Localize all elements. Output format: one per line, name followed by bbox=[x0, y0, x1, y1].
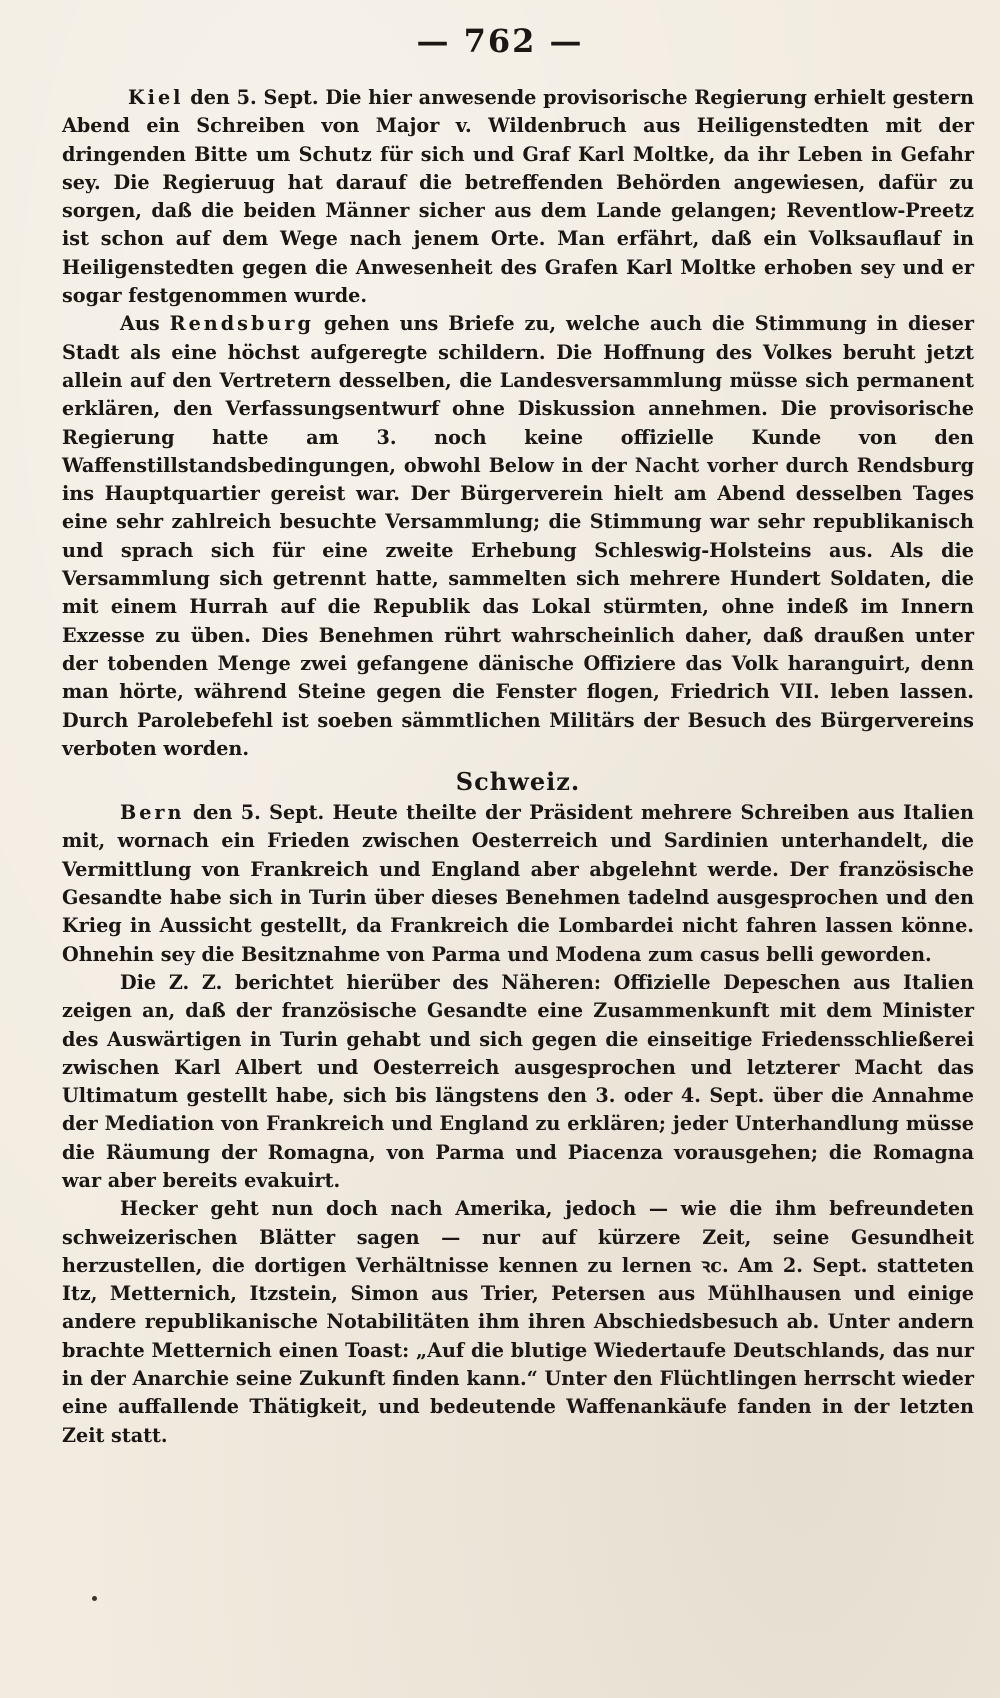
dateline-place: Rendsburg bbox=[169, 312, 314, 336]
dateline-place: Kiel bbox=[128, 86, 184, 109]
paragraph-text: Hecker geht nun doch nach Amerika, jedoch — wie die ihm befreundeten schweizerischen Blätter sagen — nur auf kürzere Zeit, seine Gesundheit herzustellen, die dortigen Verhältnisse kennen zu lernen ꝛc. Am 2. Sept. statteten Itz, Metternich, Itzstein, Simon aus Trier, Petersen aus Mühlhausen und einige andere republikanische Notabilitäten ihm ihren Abschiedsbesuch ab. Unter andern brachte Metternich einen Toast: „Auf die blutige Wiedertaufe Deutschlands, das nur in der Anarchie seine Zukunft finden kann.“ Unter den Flüchtlingen herrscht wieder eine auffallende Thätigkeit, und bedeutende Waffenankäufe fanden in der letzten Zeit statt. bbox=[62, 1197, 974, 1447]
paragraph-kiel bbox=[62, 84, 974, 310]
paragraph-text: Die Z. Z. berichtet hierüber des Näheren: Offizielle Depeschen aus Italien zeigen an, daß der französische Gesandte eine Zusammenkunft mit dem Minister des Auswärtigen in Turin gehabt und sich gegen die einseitige Friedensschließerei zwischen Karl Albert und Oesterreich ausgesprochen und letzterer Macht das Ultimatum gestellt habe, sich bis längstens den 3. oder 4. Sept. über die Annahme der Mediation von Frankreich und England zu erklären; jeder Unterhandlung müsse die Räumung der Romagna, von Parma und Piacenza vorausgehen; die Romagna war aber bereits evakuirt. bbox=[62, 970, 974, 1192]
ink-spot bbox=[92, 1596, 97, 1601]
paragraph-bern bbox=[62, 799, 974, 969]
page-number: — 762 — bbox=[416, 22, 584, 60]
section-heading: Schweiz. bbox=[455, 767, 581, 797]
paragraph-text: gehen uns Briefe zu, welche auch die Stimmung in dieser Stadt als eine höchst aufgeregte schildern. Die Hoffnung des Volkes beruht jetzt allein auf den Vertretern desselben, die Landesversammlung müsse sich permanent erklären, den Verfassungsentwurf ohne Diskussion annehmen. Die provisorische Regierung hatte am 3. noch keine offizielle Kunde von den Waffenstillstandsbedingungen, obwohl Below in der Nacht vorher durch Rendsburg ins Hauptquartier gereist war. Der Bürgerverein hielt am Abend desselben Tages eine sehr zahlreich besuchte Versammlung; die Stimmung war sehr republikanisch und sprach sich für eine zweite Erhebung Schleswig-Holsteins aus. Als die Versammlung sich getrennt hatte, sammelten sich mehrere Hundert Soldaten, die mit einem Hurrah auf die Republik das Lokal stürmten, ohne indeß im Innern Exzesse zu üben. Dies Benehmen rührt wahrscheinlich daher, daß draußen unter der tobenden Menge zwei gefangene dänische Offiziere das Volk haranguirt, denn man hörte, während Steine gegen die Fenster flogen, Friedrich VII. leben lassen. Durch Parolebefehl ist soeben sämmtlichen Militärs der Besuch des Bürgervereins verboten worden. bbox=[62, 312, 974, 760]
article-body bbox=[62, 84, 974, 1450]
dateline-place: Bern bbox=[120, 801, 185, 825]
paragraph-lead: Aus bbox=[120, 312, 170, 336]
paragraph-hecker bbox=[62, 1195, 974, 1450]
paragraph-rendsburg bbox=[62, 310, 974, 763]
paragraph-text: den 5. Sept. Die hier anwesende provisorische Regierung erhielt gestern Abend ein Schreiben von Major v. Wildenbruch aus Heiligenstedten mit der dringenden Bitte um Schutz für sich und Graf Karl Moltke, da ihr Leben in Gefahr sey. Die Regieruug hat darauf die betreffenden Behörden angewiesen, dafür zu sorgen, daß die beiden Männer sicher aus dem Lande gelangen; Reventlow-Preetz ist schon auf dem Wege nach jenem Orte. Man erfährt, daß ein Volksauflauf in Heiligenstedten gegen die Anwesenheit des Grafen Karl Moltke erhoben sey und er sogar festgenommen wurde. bbox=[62, 86, 974, 308]
paragraph-zz-report bbox=[62, 969, 974, 1195]
paragraph-text: den 5. Sept. Heute theilte der Präsident mehrere Schreiben aus Italien mit, wornach ein Frieden zwischen Oesterreich und Sardinien unterhandelt, die Vermittlung von Frankreich und England aber abgelehnt werde. Der französische Gesandte habe sich in Turin über dieses Benehmen tadelnd ausgesprochen und den Krieg in Aussicht gestellt, da Frankreich die Lombardei nicht fahren lassen könne. Ohnehin sey die Besitznahme von Parma und Modena zum casus belli geworden. bbox=[62, 801, 974, 966]
